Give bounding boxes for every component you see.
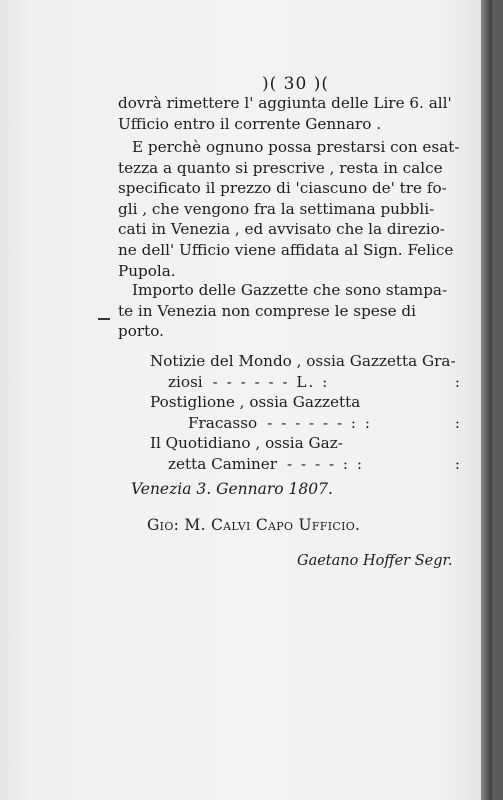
- paragraph-2-line: cati in Venezia , ed avvisato che la direzio-: [118, 220, 445, 239]
- paragraph-2: [118, 137, 463, 281]
- price-list-item-name: ziosi: [168, 372, 203, 391]
- price-list-item-name: zetta Caminer: [168, 454, 278, 473]
- price-list-value: :: [454, 372, 460, 391]
- price-list-item-title: Il Quotidiano , ossia Gaz-: [150, 434, 343, 453]
- page-number: )( 30 )(: [262, 74, 329, 94]
- paragraph-3-line: porto.: [118, 322, 164, 341]
- signature-secretary: Gaetano Hoffer Segr.: [297, 553, 453, 569]
- paragraph-2-line: Pupola.: [118, 261, 176, 280]
- price-list-leader: - - - - - - : :: [267, 413, 372, 432]
- paragraph-2-line: ne dell' Ufficio viene affidata al Sign. Felice: [118, 240, 454, 259]
- price-list-item-name: Fracasso: [188, 413, 258, 432]
- price-list-leader: - - - - - - L. :: [212, 372, 330, 391]
- paragraph-2-line: E perchè ognuno possa prestarsi con esat-: [132, 138, 460, 156]
- paragraph-2-line: tezza a quanto si prescrive , resta in calce: [118, 158, 443, 177]
- paragraph-1: [118, 93, 463, 134]
- paragraph-2-line: gli , che vengono fra la settimana pubbli-: [118, 199, 435, 218]
- paragraph-3: [118, 280, 463, 342]
- paragraph-1-line: dovrà rimettere l' aggiunta delle Lire 6. all': [118, 94, 452, 112]
- paragraph-1-line: Ufficio entro il corrente Gennaro .: [118, 114, 382, 133]
- date-line: Venezia 3. Gennaro 1807.: [131, 480, 333, 498]
- price-list: [150, 351, 460, 475]
- paragraph-3-line: Importo delle Gazzette che sono stampa-: [132, 281, 448, 299]
- price-list-item-title: Notizie del Mondo , ossia Gazzetta Gra-: [150, 352, 456, 370]
- price-list-value: :: [454, 454, 460, 473]
- price-list-value: :: [454, 413, 460, 432]
- price-list-item-detail: [150, 372, 460, 393]
- signature-head-of-office: Gio: M. Calvi Capo Ufficio.: [147, 516, 361, 534]
- page-edge-shadow: [481, 0, 492, 800]
- paragraph-3-line: te in Venezia non comprese le spese di: [118, 301, 416, 320]
- price-list-item-title: Postiglione , ossia Gazzetta: [150, 393, 361, 412]
- paragraph-2-line: specificato il prezzo di 'ciascuno de' tre fo-: [118, 179, 447, 198]
- margin-mark: [98, 318, 110, 320]
- price-list-item-detail: [150, 413, 460, 434]
- price-list-leader: - - - - : :: [287, 454, 364, 473]
- price-list-item-detail: [150, 454, 460, 475]
